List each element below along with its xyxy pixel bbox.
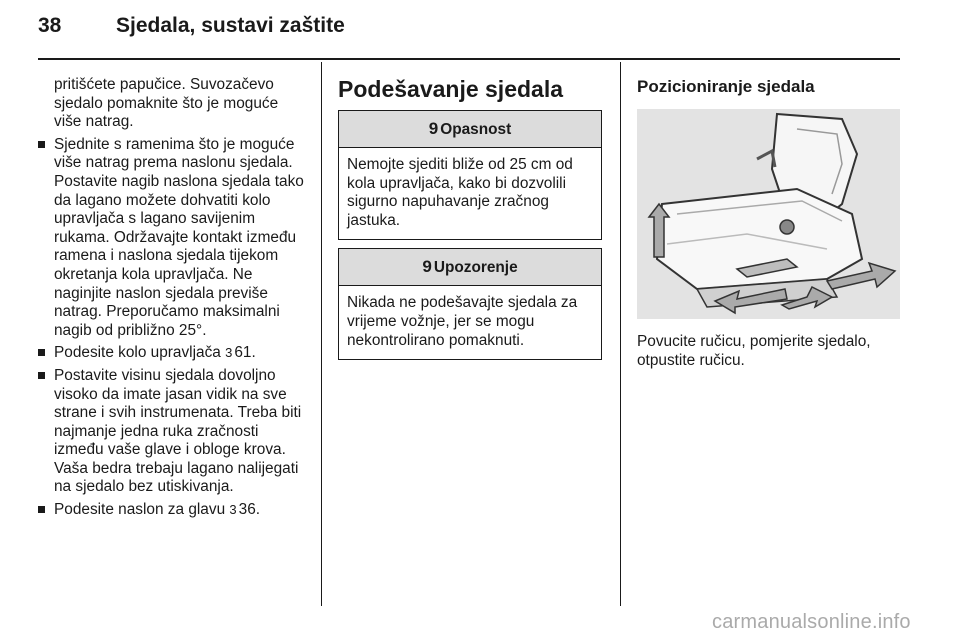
- seat-illustration-svg: [637, 109, 900, 319]
- bullet-icon: [38, 349, 45, 356]
- caution-notice-title: [339, 249, 601, 286]
- section-heading: Podešavanje sjedala: [338, 76, 564, 102]
- bullet-icon: [38, 506, 45, 513]
- bullet-icon: [38, 141, 45, 148]
- list-item-text: Podesite kolo upravljača: [54, 344, 221, 362]
- page-number: 38: [38, 14, 62, 37]
- page-reference-icon: 3: [225, 345, 233, 361]
- list-item: [38, 367, 308, 497]
- danger-notice-label: Opasnost: [440, 121, 512, 138]
- column-divider-left: [321, 62, 322, 606]
- list-item-text: Postavite visinu sjedala dovoljno visoko da imate jasan vidik na sve strane i svih instrumenata. Treba biti najmanje jedna ruka zračnosti između vaše glave i obloge krova. Vaša bedra trebaju lagano nalijegati na sjedalo bez utiskivanja.: [54, 366, 302, 496]
- continuation-paragraph: pritišćete papučice. Suvozačevo sjedalo pomaknite što je moguće više natrag.: [54, 76, 279, 131]
- page-reference[interactable]: 36.: [238, 501, 261, 519]
- danger-notice-title: [339, 111, 601, 148]
- danger-notice: [338, 110, 602, 240]
- caution-notice: [338, 248, 602, 360]
- column-divider-right: [620, 62, 621, 606]
- caution-notice-body: Nikada ne podešavajte sjedala za vrijeme vožnje, jer se mogu nekontrolirano pomaknuti.: [347, 294, 578, 349]
- page-reference[interactable]: 61.: [234, 344, 256, 362]
- list-item-text: Podesite naslon za glavu: [54, 501, 226, 519]
- list-item-text: Sjednite s ramenima što je moguće više natrag prema naslonu sjedala. Postavite nagib naslona sjedala tako da lagano možete dohvatiti kolo upravljača s lagano savijenim rukama. Održavajte kontakt između ramena i naslona sjedala tijekom okretanja kola upravljača. Ne naginjite naslon sjedala previše natrag. Preporučamo maksimalni nagib od približno 25°.: [54, 135, 304, 339]
- warning-triangle-icon: 9: [422, 257, 432, 277]
- seat-adjustment-illustration: [637, 109, 900, 319]
- watermark: carmanualsonline.info: [712, 611, 911, 633]
- instruction-list: [38, 136, 308, 520]
- bullet-icon: [38, 372, 45, 379]
- subsection-heading: Pozicioniranje sjedala: [637, 77, 815, 96]
- column-3: [637, 76, 900, 370]
- list-item: [38, 136, 308, 341]
- list-item: [38, 501, 308, 520]
- header-rule: [38, 58, 900, 60]
- danger-notice-body: Nemojte sjediti bliže od 25 cm od kola upravljača, kako bi dozvolili sigurno napuhavanje zračnog jastuka.: [347, 156, 573, 229]
- warning-triangle-icon: 9: [428, 119, 439, 138]
- figure-caption: Povucite ručicu, pomjerite sjedalo, otpustite ručicu.: [637, 333, 871, 369]
- page-reference-icon: 3: [229, 502, 237, 518]
- caution-notice-label: Upozorenje: [433, 259, 518, 277]
- running-title: Sjedala, sustavi zaštite: [116, 14, 345, 37]
- list-item: [38, 344, 308, 363]
- column-1: [38, 76, 308, 524]
- column-2: [338, 76, 602, 368]
